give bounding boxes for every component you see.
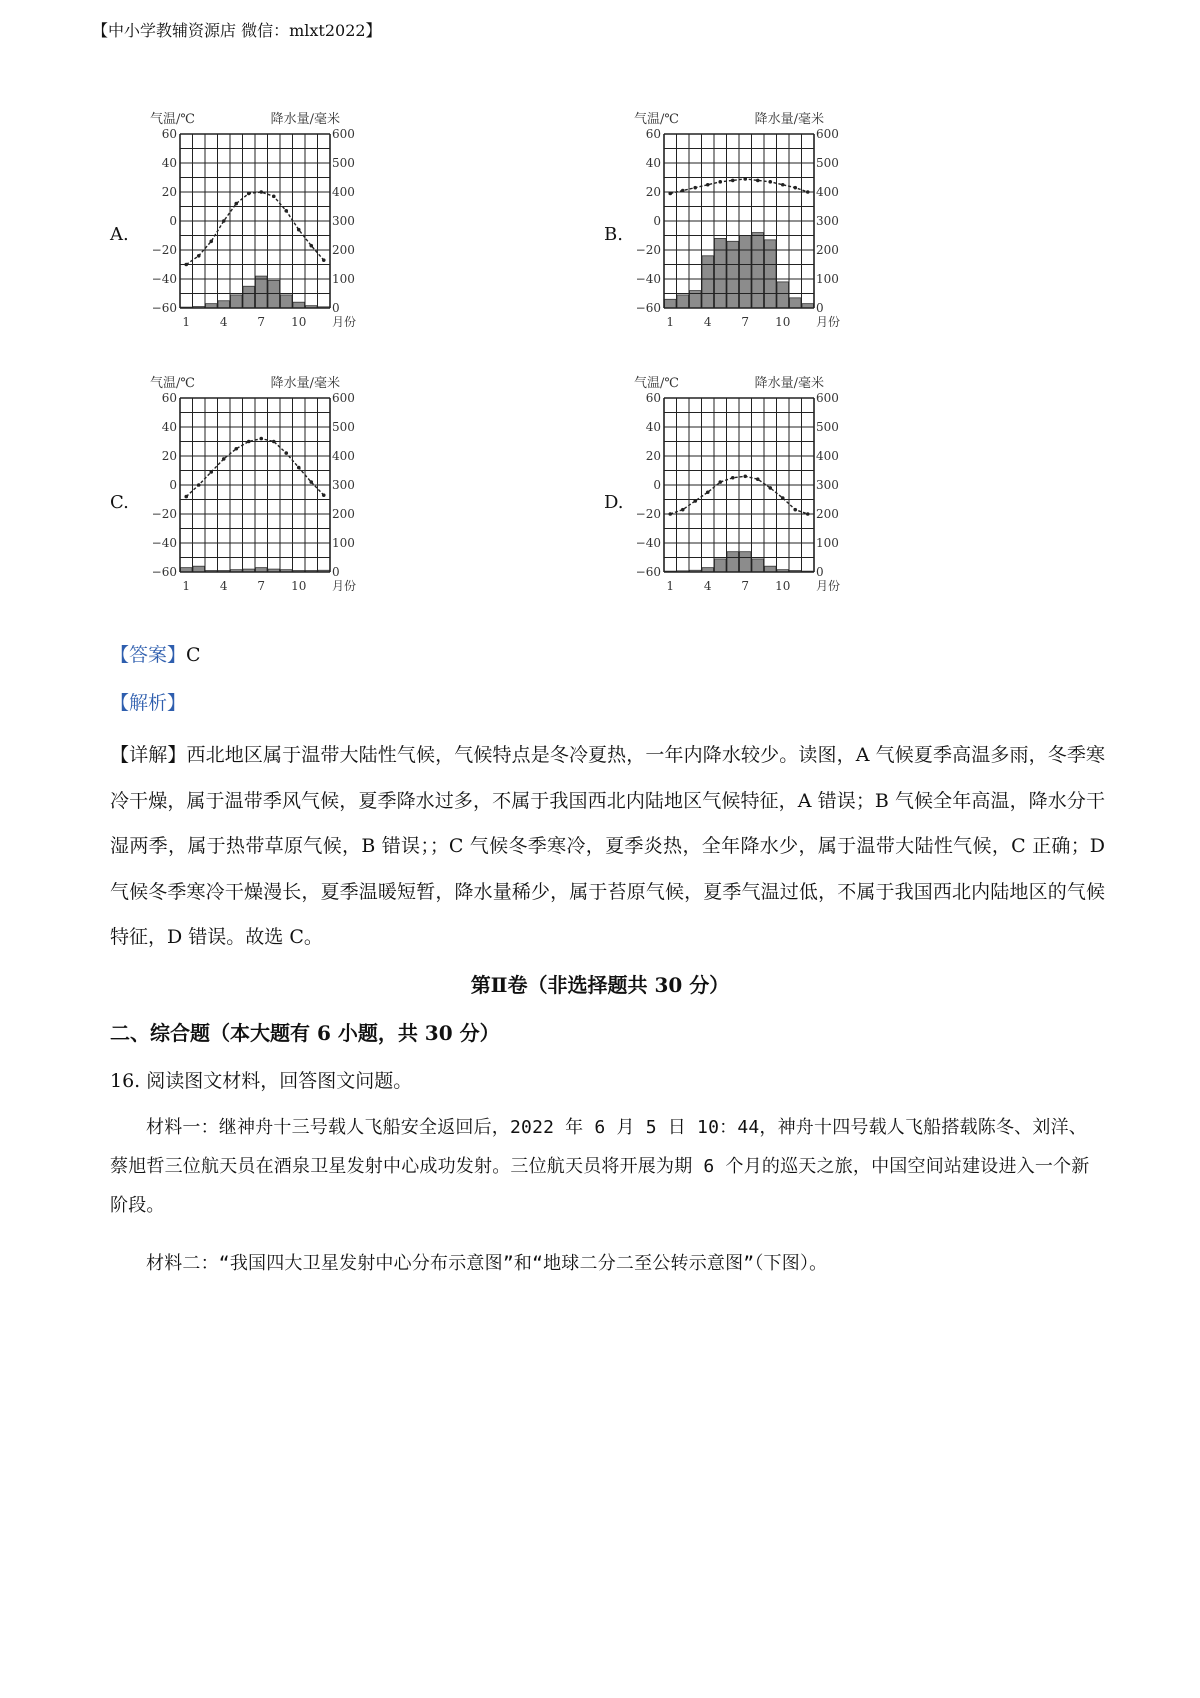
precip-tick-label: 0 xyxy=(816,301,824,315)
month-tick-label: 4 xyxy=(703,579,712,593)
precip-tick-label: 300 xyxy=(816,478,839,492)
climate-chart-d xyxy=(634,374,884,634)
temperature-point xyxy=(184,263,188,267)
precip-tick-label: 600 xyxy=(332,391,355,405)
precip-bar xyxy=(256,276,268,308)
temperature-point xyxy=(793,186,797,190)
month-unit-label: 月份 xyxy=(816,315,841,329)
precip-tick-label: 0 xyxy=(332,565,340,579)
precip-axis-title: 降水量/毫米 xyxy=(270,112,340,127)
temperature-point xyxy=(693,186,697,190)
precip-bar xyxy=(727,241,739,308)
month-tick-label: 7 xyxy=(257,579,266,593)
temp-tick-label: 20 xyxy=(161,449,177,463)
temp-tick-label: 20 xyxy=(645,185,661,199)
temp-axis-title: 气温/℃ xyxy=(150,376,195,391)
month-tick-label: 7 xyxy=(741,579,750,593)
temperature-point xyxy=(806,512,810,516)
temp-tick-label: 0 xyxy=(169,478,177,492)
precip-tick-label: 500 xyxy=(332,420,355,434)
temp-axis-title: 气温/℃ xyxy=(634,112,679,127)
climate-chart-c-svg xyxy=(150,374,400,634)
temperature-point xyxy=(681,189,685,193)
month-unit-label: 月份 xyxy=(816,579,841,593)
temp-axis-title: 气温/℃ xyxy=(150,112,195,127)
detail-tag: 【详解】 xyxy=(110,744,187,766)
temperature-point xyxy=(668,512,672,516)
month-tick-label: 4 xyxy=(219,579,228,593)
precip-tick-label: 100 xyxy=(816,536,839,550)
month-tick-label: 1 xyxy=(666,315,675,329)
temperature-point xyxy=(184,495,188,499)
precip-tick-label: 100 xyxy=(332,272,355,286)
detail-paragraph xyxy=(110,733,1105,961)
precip-bar xyxy=(790,298,802,308)
climate-chart-c xyxy=(150,374,400,634)
temp-tick-label: 20 xyxy=(645,449,661,463)
precip-tick-label: 0 xyxy=(332,301,340,315)
temperature-point xyxy=(668,192,672,196)
temperature-point xyxy=(781,496,785,500)
temp-tick-label: −20 xyxy=(151,507,177,521)
precip-tick-label: 200 xyxy=(332,507,355,521)
temperature-point xyxy=(272,440,276,444)
temp-tick-label: −60 xyxy=(151,301,177,315)
month-tick-label: 4 xyxy=(219,315,228,329)
watermark-header: 【中小学教辅资源店 微信：mlxt2022】 xyxy=(92,21,382,40)
temperature-point xyxy=(222,457,226,461)
option-d-label: D. xyxy=(604,492,624,513)
temperature-point xyxy=(743,475,747,479)
temperature-point xyxy=(793,508,797,512)
precip-bar xyxy=(665,299,677,308)
month-tick-label: 10 xyxy=(775,579,791,593)
month-unit-label: 月份 xyxy=(332,579,357,593)
precip-tick-label: 300 xyxy=(332,214,355,228)
question-16: 16. 阅读图文材料，回答图文问题。 xyxy=(110,1070,413,1092)
precip-bar xyxy=(231,295,243,308)
temp-tick-label: 60 xyxy=(645,391,661,405)
temp-tick-label: 40 xyxy=(645,420,661,434)
temperature-point xyxy=(284,451,288,455)
answer-value: C xyxy=(186,644,201,666)
option-c-label: C. xyxy=(110,492,129,513)
temperature-point xyxy=(234,202,238,206)
precip-bar xyxy=(193,566,205,572)
temperature-point xyxy=(768,180,772,184)
climate-chart-a xyxy=(150,110,400,370)
analysis-tag: 【解析】 xyxy=(110,692,187,714)
temperature-point xyxy=(706,183,710,187)
answer-tag: 【答案】 xyxy=(110,644,187,666)
option-a-label: A. xyxy=(110,224,129,245)
month-tick-label: 1 xyxy=(182,579,191,593)
precip-tick-label: 300 xyxy=(816,214,839,228)
precip-tick-label: 400 xyxy=(816,185,839,199)
temp-tick-label: −20 xyxy=(151,243,177,257)
temp-axis-title: 气温/℃ xyxy=(634,376,679,391)
precip-axis-title: 降水量/毫米 xyxy=(270,376,340,391)
temperature-point xyxy=(197,483,201,487)
precip-tick-label: 600 xyxy=(332,127,355,141)
precip-bar xyxy=(715,238,727,308)
temperature-point xyxy=(768,486,772,490)
temp-tick-label: 40 xyxy=(645,156,661,170)
precip-tick-label: 500 xyxy=(332,156,355,170)
precip-bar xyxy=(243,286,255,308)
temp-tick-label: 60 xyxy=(161,391,177,405)
temp-tick-label: 20 xyxy=(161,185,177,199)
temperature-point xyxy=(309,244,313,248)
precip-bar xyxy=(740,552,752,572)
precip-bar xyxy=(702,256,714,308)
temperature-point xyxy=(247,440,251,444)
precip-tick-label: 500 xyxy=(816,156,839,170)
precip-bar xyxy=(752,233,764,308)
precip-bar xyxy=(765,566,777,572)
temperature-point xyxy=(706,490,710,494)
temperature-point xyxy=(297,466,301,470)
month-tick-label: 10 xyxy=(291,315,307,329)
month-tick-label: 1 xyxy=(182,315,191,329)
climate-chart-d-svg xyxy=(634,374,884,634)
temperature-point xyxy=(718,480,722,484)
temperature-point xyxy=(718,180,722,184)
precip-tick-label: 600 xyxy=(816,127,839,141)
temperature-point xyxy=(756,477,760,481)
temp-tick-label: 0 xyxy=(169,214,177,228)
temp-tick-label: −60 xyxy=(151,565,177,579)
temperature-point xyxy=(322,258,326,262)
temperature-point xyxy=(247,192,251,196)
temp-tick-label: 60 xyxy=(645,127,661,141)
temp-tick-label: −60 xyxy=(635,565,661,579)
temperature-point xyxy=(693,499,697,503)
temperature-point xyxy=(284,209,288,213)
temperature-point xyxy=(806,190,810,194)
temperature-point xyxy=(309,480,313,484)
material-one: 材料一：继神舟十三号载人飞船安全返回后，2022 年 6 月 5 日 10：44，神舟十四号载人飞船搭载陈冬、刘洋、蔡旭哲三位航天员在酒泉卫星发射中心成功发射。三位航天员将开展为期 6 个月的巡天之旅，中国空间站建设进入一个新阶段。 xyxy=(110,1117,1090,1216)
temperature-point xyxy=(756,179,760,183)
month-tick-label: 4 xyxy=(703,315,712,329)
temperature-point xyxy=(222,219,226,223)
analysis-line xyxy=(110,686,1105,720)
temp-tick-label: 60 xyxy=(161,127,177,141)
temperature-point xyxy=(681,508,685,512)
month-tick-label: 1 xyxy=(666,579,675,593)
temperature-point xyxy=(297,228,301,232)
precip-tick-label: 500 xyxy=(816,420,839,434)
temp-tick-label: 0 xyxy=(653,214,661,228)
precip-tick-label: 200 xyxy=(816,507,839,521)
precip-bar xyxy=(715,559,727,572)
precip-tick-label: 200 xyxy=(816,243,839,257)
temp-tick-label: −40 xyxy=(635,536,661,550)
temperature-point xyxy=(322,493,326,497)
temperature-point xyxy=(731,476,735,480)
part-title: 二、综合题（本大题有 6 小题，共 30 分） xyxy=(110,1021,500,1045)
precip-bar xyxy=(777,282,789,308)
temperature-point xyxy=(781,183,785,187)
temperature-point xyxy=(234,447,238,451)
temp-tick-label: −40 xyxy=(635,272,661,286)
temperature-point xyxy=(209,240,213,244)
precip-tick-label: 0 xyxy=(816,565,824,579)
detail-text: 西北地区属于温带大陆性气候，气候特点是冬冷夏热，一年内降水较少。读图，A 气候夏季高温多雨，冬季寒冷干燥，属于温带季风气候，夏季降水过多，不属于我国西北内陆地区气候特征，A 错误；B 气候全年高温，降水分干湿两季，属于热带草原气候，B 错误；；C 气候冬季寒冷，夏季炎热，全年降水少，属于温带大陆性气候，C 正确；D 气候冬季寒冷干燥漫长，夏季温暖短暂，降水量稀少，属于苔原气候，夏季气温过低，不属于我国西北内陆地区的气候特征，D 错误。故选 C。 xyxy=(110,744,1105,948)
temp-tick-label: −40 xyxy=(151,536,177,550)
precip-tick-label: 400 xyxy=(816,449,839,463)
precip-tick-label: 100 xyxy=(816,272,839,286)
temp-tick-label: −20 xyxy=(635,507,661,521)
temperature-point xyxy=(209,470,213,474)
precip-tick-label: 300 xyxy=(332,478,355,492)
option-b-label: B. xyxy=(604,224,623,245)
precip-bar xyxy=(752,559,764,572)
climate-chart-b-svg xyxy=(634,110,884,370)
precip-bar xyxy=(218,301,230,308)
precip-tick-label: 400 xyxy=(332,449,355,463)
temperature-point xyxy=(259,437,263,441)
temp-tick-label: 40 xyxy=(161,420,177,434)
precip-bar xyxy=(677,295,689,308)
precip-bar xyxy=(740,236,752,309)
precip-axis-title: 降水量/毫米 xyxy=(754,376,824,391)
month-tick-label: 7 xyxy=(257,315,266,329)
section-title: 第Ⅱ卷（非选择题共 30 分） xyxy=(470,973,730,997)
temperature-point xyxy=(272,195,276,199)
month-tick-label: 10 xyxy=(775,315,791,329)
temp-tick-label: −40 xyxy=(151,272,177,286)
climate-chart-a-svg xyxy=(150,110,400,370)
material-two: 材料二：“我国四大卫星发射中心分布示意图”和“地球二分二至公转示意图”（下图）。 xyxy=(146,1253,828,1274)
precip-bar xyxy=(268,280,280,308)
temp-tick-label: −20 xyxy=(635,243,661,257)
precip-tick-label: 100 xyxy=(332,536,355,550)
answer-line xyxy=(110,638,1105,672)
climate-chart-b xyxy=(634,110,884,370)
temp-tick-label: 0 xyxy=(653,478,661,492)
temperature-point xyxy=(731,179,735,183)
month-tick-label: 10 xyxy=(291,579,307,593)
temperature-point xyxy=(743,177,747,181)
precip-tick-label: 400 xyxy=(332,185,355,199)
precip-bar xyxy=(727,552,739,572)
temp-tick-label: 40 xyxy=(161,156,177,170)
precip-tick-label: 600 xyxy=(816,391,839,405)
temperature-point xyxy=(259,190,263,194)
precip-bar xyxy=(281,295,293,308)
precip-tick-label: 200 xyxy=(332,243,355,257)
month-tick-label: 7 xyxy=(741,315,750,329)
precip-bar xyxy=(293,302,305,308)
precip-axis-title: 降水量/毫米 xyxy=(754,112,824,127)
month-unit-label: 月份 xyxy=(332,315,357,329)
temperature-point xyxy=(197,254,201,258)
temp-tick-label: −60 xyxy=(635,301,661,315)
